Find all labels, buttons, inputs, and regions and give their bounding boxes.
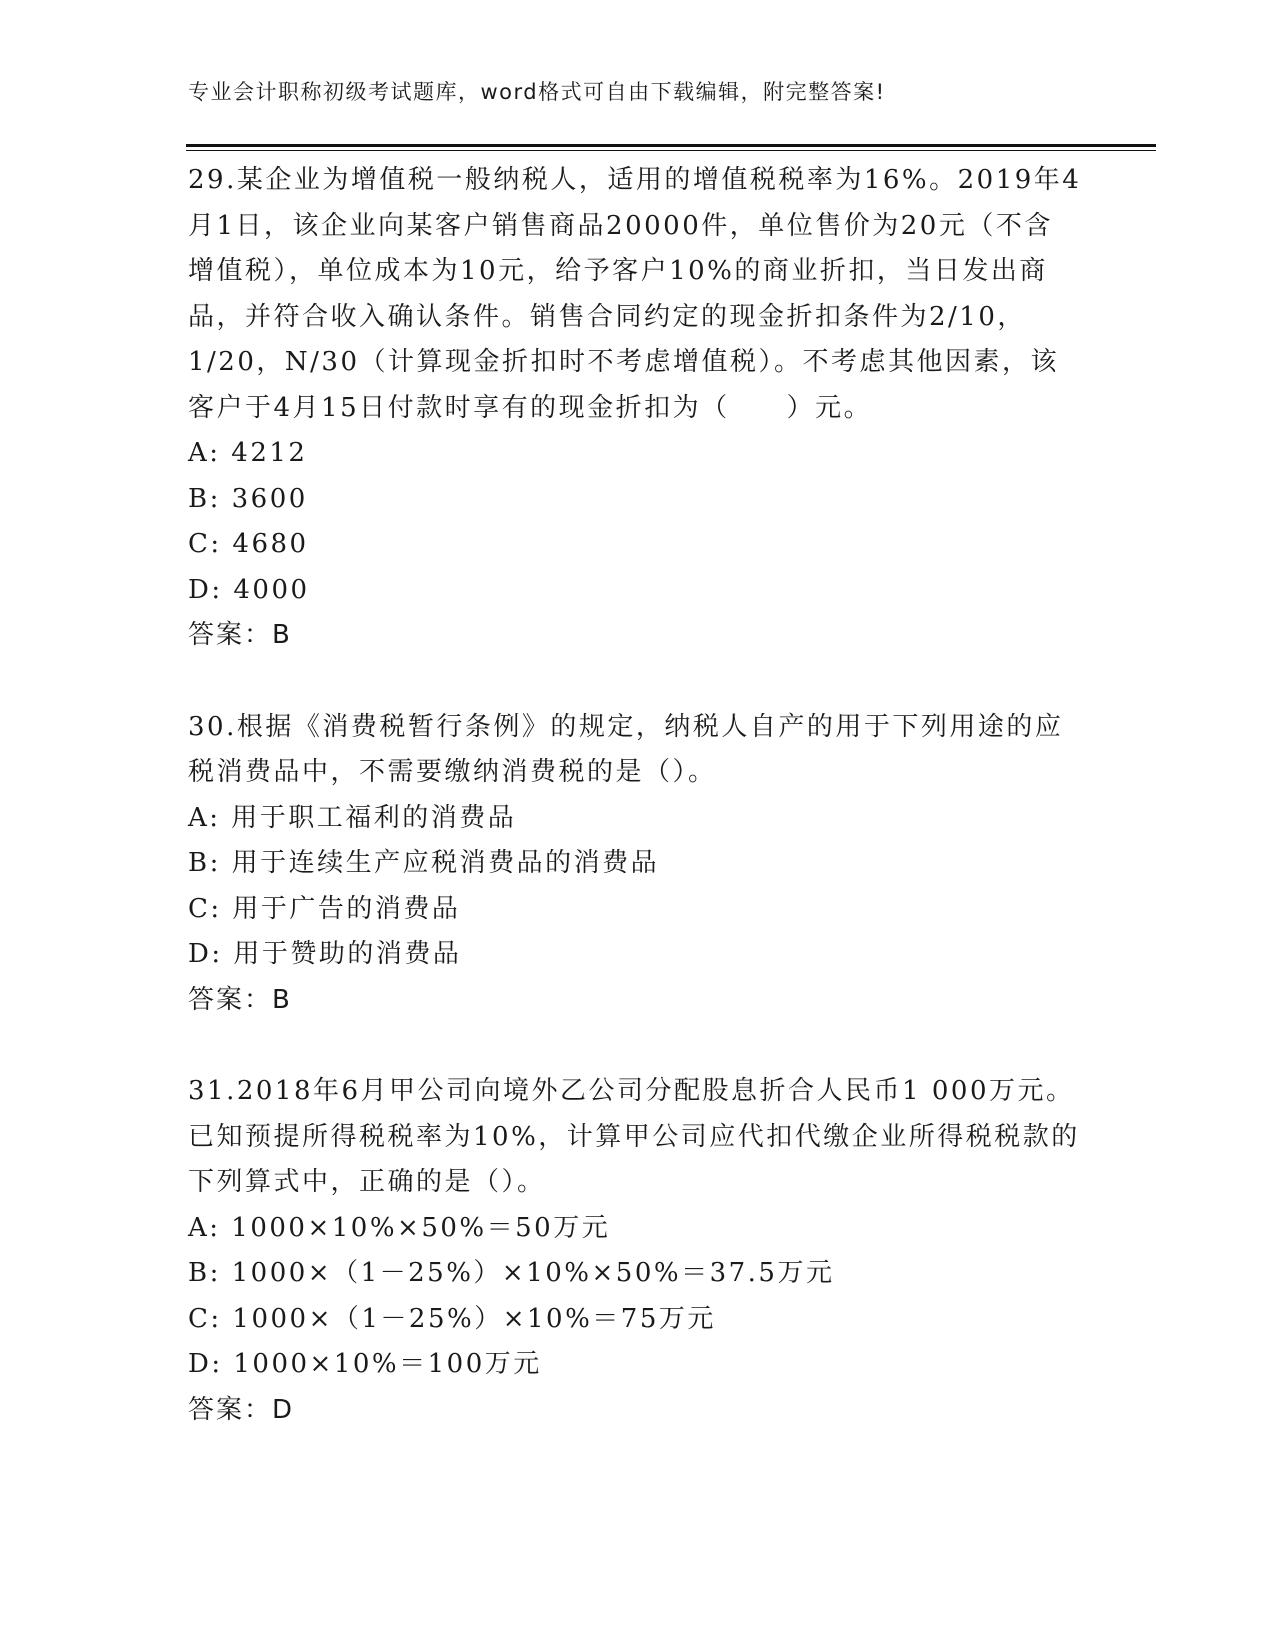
option-b: B: 1000×（1－25%）×10%×50%＝37.5万元 <box>188 1258 835 1288</box>
question-text-line: 品，并符合收入确认条件。销售合同约定的现金折扣条件为2/10， <box>188 301 1026 332</box>
option-d: D: 4000 <box>188 574 310 605</box>
answer-label: 答案：B <box>188 984 292 1015</box>
option-b: B: 3600 <box>188 483 308 514</box>
question-text-line: 下列算式中，正确的是（）。 <box>188 1167 546 1197</box>
page-header: 专业会计职称初级考试题库，word格式可自由下载编辑，附完整答案! <box>188 80 886 104</box>
option-a: A: 4212 <box>188 438 308 468</box>
header-rule-thick <box>186 144 1156 147</box>
question-text-line: 已知预提所得税税率为10%，计算甲公司应代扣代缴企业所得税税款的 <box>188 1121 1080 1152</box>
option-d: D: 用于赞助的消费品 <box>188 939 462 969</box>
question-text-line: 29.某企业为增值税一般纳税人，适用的增值税税率为16%。2019年4 <box>188 165 1082 195</box>
answer-label: 答案：B <box>188 620 292 650</box>
option-a: A: 1000×10%×50%＝50万元 <box>188 1212 611 1243</box>
question-30 <box>188 705 1088 1024</box>
question-29 <box>188 158 1088 659</box>
question-list <box>188 158 1088 1479</box>
answer-label: 答案：D <box>188 1394 295 1425</box>
option-d: D: 1000×10%＝100万元 <box>188 1349 542 1379</box>
option-a: A: 用于职工福利的消费品 <box>188 802 517 833</box>
question-text-line: 31.2018年6月甲公司向境外乙公司分配股息折合人民币1 000万元。 <box>188 1076 1075 1106</box>
header-rule-thin <box>186 150 1156 151</box>
question-text-line: 30.根据《消费税暂行条例》的规定，纳税人自产的用于下列用途的应 <box>188 711 1064 742</box>
question-text-line: 客户于4月15日付款时享有的现金折扣为（ ）元。 <box>188 392 873 423</box>
option-b: B: 用于连续生产应税消费品的消费品 <box>188 848 660 878</box>
option-c: C: 1000×（1－25%）×10%＝75万元 <box>188 1303 716 1334</box>
question-text-line: 增值税），单位成本为10元，给予客户10%的商业折扣，当日发出商 <box>188 256 1048 286</box>
question-text-line: 1/20，N/30（计算现金折扣时不考虑增值税）。不考虑其他因素，该 <box>188 347 1059 377</box>
question-31 <box>188 1069 1088 1433</box>
question-text-line: 税消费品中，不需要缴纳消费税的是（）。 <box>188 757 717 787</box>
option-c: C: 用于广告的消费品 <box>188 893 461 924</box>
option-c: C: 4680 <box>188 529 309 559</box>
question-text-line: 月1日，该企业向某客户销售商品20000件，单位售价为20元（不含 <box>188 210 1053 241</box>
